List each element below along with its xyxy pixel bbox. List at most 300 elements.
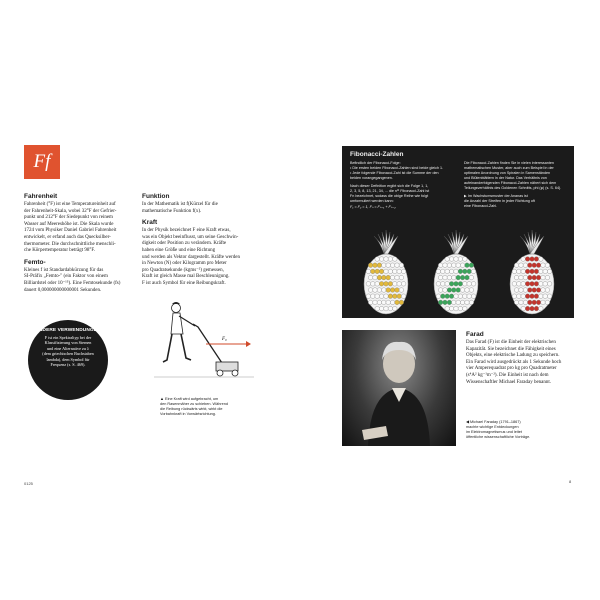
pineapple-scale <box>521 294 526 299</box>
pineapple-scale <box>373 275 378 280</box>
pineapple-scale-highlighted <box>386 288 391 293</box>
text-line: Nach dieser Definition ergibt sich die Folge 1, 1, <box>350 184 429 188</box>
kraft-body <box>142 228 264 287</box>
pineapple-scale <box>371 294 376 299</box>
pineapple-scale <box>541 288 546 293</box>
person-leg-front <box>181 334 191 360</box>
text-line: mathematische Funktion f(x). <box>142 208 202 214</box>
fahrenheit-body <box>24 202 149 255</box>
text-line: (s⁴A² kg⁻¹m⁻²). Die Einheit ist nach dem <box>466 372 549 378</box>
pineapple-scale-highlighted <box>382 275 387 280</box>
pineapple-scale-highlighted <box>530 294 535 299</box>
force-label: F₀ <box>222 337 227 342</box>
pineapple-scale <box>375 282 380 287</box>
person-leg-back <box>163 334 172 362</box>
fibonacci-box <box>342 146 574 318</box>
text-line: dauert 0,000000000000001 Sekunden. <box>24 287 102 293</box>
pineapple-scale <box>393 282 398 287</box>
text-line: (dem griechischen Buchstaben <box>42 351 94 357</box>
pineapple-scale <box>441 282 446 287</box>
pineapple-scale <box>388 306 393 311</box>
pineapple-scale <box>514 288 519 293</box>
pineapple-scale <box>545 263 550 268</box>
pineapple-scale <box>454 269 459 274</box>
pineapple-scale <box>454 257 459 262</box>
pineapple-scale <box>379 306 384 311</box>
text-line: den Rasenmäher zu schieben. Während <box>160 402 228 406</box>
pineapple-scale <box>463 294 468 299</box>
pineapple-scale <box>441 269 446 274</box>
pineapple-scale <box>523 275 528 280</box>
pineapple-scale <box>545 300 550 305</box>
pineapple-scale-highlighted <box>532 275 537 280</box>
pineapple-scale <box>545 275 550 280</box>
pineapple-scale-highlighted <box>530 269 535 274</box>
faraday-caption <box>466 420 576 440</box>
pineapple-scale-highlighted <box>445 294 450 299</box>
pineapple-scale-highlighted <box>536 288 541 293</box>
pineapple-scale <box>399 275 404 280</box>
text-line: Befindlich der Fibonacci-Folge: <box>350 161 401 165</box>
pineapple-scale <box>384 294 389 299</box>
text-line: Ein Farad wird ausgedrückt als 1 Sekunde hoch <box>466 359 562 365</box>
pineapple-scale <box>375 257 380 262</box>
pineapple-scale <box>386 300 391 305</box>
text-line: Vorbahnkraft in Vorwärtsrichtung. <box>160 412 216 416</box>
pineapple-scale <box>545 288 550 293</box>
pineapple-scale <box>539 257 544 262</box>
pineapple-scale <box>449 306 454 311</box>
pineapple-scale <box>373 300 378 305</box>
pineapple-scale <box>543 294 548 299</box>
text-line: che Körpertemperatur beträgt 98°F. <box>24 248 96 254</box>
text-line: Das Farad (F) ist die Einheit der elektrischen <box>466 340 556 345</box>
pineapple-scale-highlighted <box>528 275 533 280</box>
pineapple-scale <box>514 263 519 268</box>
text-line: Wissenschaftler Michael Faraday benannt. <box>466 379 552 385</box>
faraday-figure <box>342 330 456 446</box>
pineapple-scale <box>454 306 459 311</box>
pineapple-scale <box>388 257 393 262</box>
farad-title: Farad <box>466 331 484 338</box>
pineapple-scale <box>382 263 387 268</box>
pineapple-scale-highlighted <box>393 294 398 299</box>
text-line: und werden als Vektor dargestellt. Kräfte werden <box>142 254 240 260</box>
pineapple-scale <box>471 294 476 299</box>
pineapple-scale <box>368 275 373 280</box>
pineapple-scale-highlighted <box>532 288 537 293</box>
text-line: Kapazität. Sie bezeichnet die Fähigkeit eines <box>466 346 556 352</box>
pineapple-scale <box>519 300 524 305</box>
pineapple-scale-highlighted <box>460 275 465 280</box>
pineapple-scale <box>463 282 468 287</box>
pineapple-scale <box>519 288 524 293</box>
pineapple-scale <box>449 257 454 262</box>
text-line: umformuliert werden kann: <box>350 199 394 203</box>
pineapple-scale-highlighted <box>438 300 443 305</box>
farad-body <box>466 340 586 386</box>
pineapple-scale <box>543 282 548 287</box>
pineapple-scale-highlighted <box>534 257 539 262</box>
letter-tile <box>24 145 60 179</box>
text-line: haben eine Größe und eine Richtung <box>142 247 216 253</box>
text-line: die Reibung rückwärts wirkt, wirkt die <box>160 407 223 411</box>
pineapple-scale <box>471 282 476 287</box>
pineapple-scale <box>452 275 457 280</box>
pineapple-scale-highlighted <box>379 282 384 287</box>
pineapple-scale <box>368 288 373 293</box>
person-head <box>172 304 181 313</box>
pineapple-scale-highlighted <box>375 269 380 274</box>
pineapple-scale-highlighted <box>371 269 376 274</box>
pineapple-scale <box>399 288 404 293</box>
pineapple-scale <box>445 282 450 287</box>
pineapple-scale <box>452 263 457 268</box>
text-line: thermometer. Die durchschnittliche menschli- <box>24 241 116 247</box>
text-line: F ist auch Symbol für eine Reibungskraft. <box>142 280 226 286</box>
pineapple-scale-highlighted <box>386 275 391 280</box>
pineapple-scale-highlighted <box>449 294 454 299</box>
text-line: der Fahrenheit-Skala, wobei 32°F der Gefrier- <box>24 208 117 214</box>
text-line: in Newton (N) oder Kilogramm pro Meter <box>142 261 227 267</box>
pineapple-scale <box>395 263 400 268</box>
pineapple-scale <box>382 288 387 293</box>
text-line: Wasser auf Meereshöhe ist. Die Skala wurde <box>24 221 114 227</box>
mower-wheel-front <box>232 370 238 376</box>
pineapple-scale <box>469 300 474 305</box>
person-torso <box>171 313 183 334</box>
pineapple-scale <box>390 275 395 280</box>
text-line: die Anzahl der Streifen in jeder Richtung oft <box>464 199 535 203</box>
text-line: ▶ Im Wachstumsmuster der Ananas ist <box>464 194 528 198</box>
pineapple-scale <box>539 282 544 287</box>
pineapple-scale-highlighted <box>534 306 539 311</box>
pineapple-scale-highlighted <box>525 257 530 262</box>
page-number-left: 0125 <box>24 481 33 486</box>
text-line: Michael Faraday (1791–1867) <box>469 420 521 424</box>
pineapple-scale <box>541 263 546 268</box>
caption-left-arrow-icon: ◀ <box>466 420 469 424</box>
pineapple-scale-highlighted <box>397 294 402 299</box>
formula: F₁ = F₂ = 1, Fₙ = Fₙ₋₁ + Fₙ₋₂ <box>350 205 396 209</box>
pineapple-scale <box>547 282 552 287</box>
text-line: vier Amperequadrat pro kg pro Quadratmeter <box>466 366 557 372</box>
pineapple-scale <box>436 294 441 299</box>
femto-title: Femto- <box>24 258 46 266</box>
pineapple-scale <box>390 300 395 305</box>
text-line: machte wichtige Entdeckungen <box>466 425 519 429</box>
pineapple-scale <box>521 269 526 274</box>
text-line: In der Physik bezeichnet F eine Kraft etwas, <box>142 228 231 234</box>
pineapple-scale <box>384 269 389 274</box>
pineapple-scale-highlighted <box>395 288 400 293</box>
mower-wheel-back <box>217 370 223 376</box>
text-line: In der Mathematik ist f(Kürzel für die <box>142 202 218 207</box>
pineapple-scale <box>395 275 400 280</box>
pineapple <box>434 230 478 314</box>
pineapple-scale <box>371 282 376 287</box>
pineapple-scale <box>521 257 526 262</box>
pineapple-scale-highlighted <box>463 269 468 274</box>
pineapple-scale <box>541 300 546 305</box>
fibonacci-left-text <box>350 161 458 210</box>
femto-body <box>24 268 149 294</box>
pineapple-scale <box>366 269 371 274</box>
pineapple-scale <box>512 269 517 274</box>
kraft-title: Kraft <box>142 219 158 227</box>
pineapple-scale <box>438 263 443 268</box>
pineapple-scale <box>390 263 395 268</box>
text-line: Objekts, eine elektrische Ladung zu speichern. <box>466 353 560 359</box>
text-line: und eine Alternative zu λ <box>46 345 90 351</box>
text-line: öffentliche wissenschaftliche Vorträge. <box>466 435 531 439</box>
kraft-caption <box>160 396 260 417</box>
pineapple-scale <box>443 263 448 268</box>
pineapple-scale <box>393 257 398 262</box>
pineapple-scale-highlighted <box>456 275 461 280</box>
other-uses-body <box>37 335 99 367</box>
pineapple-scale-highlighted <box>465 263 470 268</box>
pineapple-scale-highlighted <box>441 294 446 299</box>
pineapple-scale-highlighted <box>536 275 541 280</box>
pineapple-scale <box>519 263 524 268</box>
text-line: punkt und 212°F der Siedepunkt von reinem <box>24 215 113 221</box>
text-line: SI-Präfix „Femto-" (ein Faktor von einem <box>24 274 108 280</box>
pineapple-scale <box>377 300 382 305</box>
pineapple-scale <box>379 294 384 299</box>
pineapple-illustrations <box>342 228 574 318</box>
text-line: Kraft ist gleich Masse mal Beschleunigung. <box>142 274 230 280</box>
fibonacci-title: Fibonacci-Zahlen <box>350 151 404 158</box>
pineapple-scale-highlighted <box>447 300 452 305</box>
pineapple-scale <box>399 263 404 268</box>
pineapple-scale <box>445 306 450 311</box>
pineapple-scale-highlighted <box>532 300 537 305</box>
pineapple-scale-highlighted <box>443 300 448 305</box>
pineapple-scale-highlighted <box>377 275 382 280</box>
other-uses-title: ANDERE VERWENDUNGEN <box>35 328 101 333</box>
text-line: optimalen Anordnung von Spiralen in Samenständen <box>464 171 551 175</box>
pineapple-scale-highlighted <box>530 282 535 287</box>
pineapple-scale <box>512 294 517 299</box>
text-line: und Blütenblättern in der Natur. Das Verhältnis von <box>464 176 547 180</box>
pineapple-scale-highlighted <box>534 294 539 299</box>
pineapple-scale <box>449 269 454 274</box>
pineapple-scale <box>382 300 387 305</box>
pineapple-scale-highlighted <box>384 282 389 287</box>
pineapple-scale <box>393 269 398 274</box>
pineapple-scale <box>366 282 371 287</box>
pineapple-scale-highlighted <box>530 257 535 262</box>
pineapple-scale <box>517 294 522 299</box>
pineapple-scale <box>458 306 463 311</box>
text-line: 1724 vom Physiker Daniel Gabriel Fahrenheit <box>24 228 117 234</box>
pineapple-scale <box>539 306 544 311</box>
pineapple-scale <box>366 294 371 299</box>
text-line: Kleines f ist Standardabkürzung für das <box>24 267 104 273</box>
pineapple-scale-highlighted <box>379 269 384 274</box>
text-line: was ein Objekt beeinflusst, um seine Geschwin- <box>142 234 239 240</box>
pineapple-scale <box>401 294 406 299</box>
pineapple-scale <box>373 288 378 293</box>
text-line: pro Quadratsekunde (kgms⁻²) gemessen, <box>142 267 224 273</box>
pineapple-scale <box>469 275 474 280</box>
pineapple-scale <box>388 269 393 274</box>
pineapple-scale <box>517 269 522 274</box>
pineapple-scale-highlighted <box>528 300 533 305</box>
text-line: • Jede folgende Fibonacci-Zahl ist die Summe der den <box>350 171 439 175</box>
mower-handle <box>193 324 224 366</box>
pineapple-scale <box>458 294 463 299</box>
pineapple-scale-highlighted <box>525 282 530 287</box>
pineapple-scale-highlighted <box>469 263 474 268</box>
pineapple <box>510 230 554 314</box>
pineapple-scale <box>384 257 389 262</box>
pineapple-scale-highlighted <box>536 263 541 268</box>
pineapple-scale-highlighted <box>467 269 472 274</box>
pineapple-scale <box>368 300 373 305</box>
pineapple-scale <box>375 306 380 311</box>
pineapple-scale <box>447 275 452 280</box>
pineapple-scale <box>438 275 443 280</box>
pineapple-scale <box>443 275 448 280</box>
pineapple-scale-highlighted <box>530 306 535 311</box>
fibonacci-right-text <box>464 161 570 209</box>
pineapple-scale <box>465 300 470 305</box>
fahrenheit-section <box>24 193 149 294</box>
pineapple-scale <box>393 306 398 311</box>
text-line: beiden vorangegangenen. <box>350 176 393 180</box>
pineapple-scale <box>463 257 468 262</box>
text-line: Klassifizierung von Sternen <box>44 340 92 346</box>
pineapple-scale <box>401 269 406 274</box>
pineapple-scale-highlighted <box>388 294 393 299</box>
pineapple-scale <box>517 282 522 287</box>
pineapple-scale-highlighted <box>377 263 382 268</box>
pineapple-scale <box>521 306 526 311</box>
pineapple-scale <box>386 263 391 268</box>
pineapple-scale <box>436 282 441 287</box>
pineapple-scale <box>467 294 472 299</box>
pineapple-scale <box>379 257 384 262</box>
pineapple-scale <box>539 269 544 274</box>
pineapple-scale <box>384 306 389 311</box>
pineapple-scale-highlighted <box>388 282 393 287</box>
pineapple-scale-highlighted <box>528 263 533 268</box>
pineapple-scale-highlighted <box>532 263 537 268</box>
pineapple-scale <box>523 288 528 293</box>
pineapple-scale <box>460 288 465 293</box>
text-line: entwickelt, er erfand auch das Quecksilber- <box>24 234 111 240</box>
other-uses-callout <box>28 320 108 400</box>
pineapple <box>364 230 408 314</box>
pineapple-scale <box>514 300 519 305</box>
pineapple-scale-highlighted <box>534 282 539 287</box>
pineapple-scale <box>454 294 459 299</box>
pineapple-scale-highlighted <box>525 269 530 274</box>
pineapple-scale <box>467 282 472 287</box>
text-line: Die Fibonacci-Zahlen finden Sie in vielen interessanten <box>464 161 554 165</box>
pineapple-scale-highlighted <box>368 263 373 268</box>
text-line: Frequenz (s. S. 469). <box>50 362 86 368</box>
lawnmower-illustration <box>150 300 260 392</box>
fahrenheit-title: Fahrenheit <box>24 193 58 200</box>
text-line: Billiardstel oder 10⁻¹⁵). Eine Femtosekunde (fs) <box>24 280 121 286</box>
pineapple-scale <box>460 300 465 305</box>
text-line: mathematischen Muster, aber auch zum Beispiel in der <box>464 166 554 170</box>
pineapple-scale-highlighted <box>399 300 404 305</box>
pineapple-scale-highlighted <box>465 275 470 280</box>
pineapple-scale-highlighted <box>536 300 541 305</box>
pineapple-scale-highlighted <box>525 294 530 299</box>
pineapple-scale <box>443 288 448 293</box>
text-line: F ist ein Spektraltyp bei der <box>44 335 92 340</box>
text-line: aufeinanderfolgenden Fibonacci-Zahlen nähert sich dem <box>464 181 557 185</box>
funktion-body <box>142 202 264 215</box>
pineapple-scale <box>397 282 402 287</box>
pineapple-scale <box>436 269 441 274</box>
pineapple-scale <box>539 294 544 299</box>
text-line: digkeit oder Position zu verändern. Kräfte <box>142 241 227 247</box>
pineapple-scale-highlighted <box>454 282 459 287</box>
text-line: Teilungsverhältnis des Goldenen Schnitts, phi (φ) (s. S. 64). <box>464 186 562 190</box>
pineapple-scale <box>463 306 468 311</box>
pineapple-scale <box>541 275 546 280</box>
pineapple-scale <box>452 300 457 305</box>
pineapple-scale <box>521 282 526 287</box>
pineapple-scale-highlighted <box>373 263 378 268</box>
pineapple-scale-highlighted <box>449 282 454 287</box>
faraday-portrait <box>342 330 456 446</box>
text-line: im Elektromagnetismus und leitet <box>466 430 522 434</box>
pineapple-scale-highlighted <box>447 288 452 293</box>
letter-tile-label: Ff <box>33 151 51 172</box>
pineapple-scale-highlighted <box>395 300 400 305</box>
text-line: 2, 3, 5, 8, 13, 21, 34, ... die nᵗʰ Fibonacci-Zahl ist <box>350 189 430 193</box>
pineapple-scale-highlighted <box>458 269 463 274</box>
pineapple-scale <box>471 269 476 274</box>
pineapple-scale <box>445 257 450 262</box>
pineapple-scale <box>519 275 524 280</box>
text-line: lambda), dem Symbol für <box>46 356 90 362</box>
force-arrowhead <box>246 341 251 347</box>
pineapple-scale <box>456 263 461 268</box>
text-line: • Die ersten beiden Fibonacci-Zahlen sind beide gleich 1. <box>350 166 444 170</box>
funktion-title: Funktion <box>142 193 170 200</box>
pineapple-scale <box>460 263 465 268</box>
pineapple-scale <box>401 282 406 287</box>
pineapple-scale-highlighted <box>452 288 457 293</box>
pineapple-scale <box>547 269 552 274</box>
pineapple-scale-highlighted <box>458 282 463 287</box>
pineapple-scale <box>445 269 450 274</box>
text-line: Fn bezeichnet, sodass die obige Reihe wie folgt <box>350 194 429 198</box>
funktion-kraft-column <box>142 193 264 288</box>
pineapple-scale <box>512 282 517 287</box>
pineapple-scale <box>397 269 402 274</box>
pineapple-scale-highlighted <box>528 288 533 293</box>
pineapple-scale <box>543 269 548 274</box>
pineapple-scale-highlighted <box>390 288 395 293</box>
caption-triangle-icon: ▲ <box>160 396 164 401</box>
pineapple-scale <box>523 300 528 305</box>
page-number-right: 8 <box>569 479 572 484</box>
pineapple-scale <box>375 294 380 299</box>
pineapple-scale <box>458 257 463 262</box>
pineapple-scale-highlighted <box>456 288 461 293</box>
pineapple-scale <box>456 300 461 305</box>
pineapple-scale <box>438 288 443 293</box>
